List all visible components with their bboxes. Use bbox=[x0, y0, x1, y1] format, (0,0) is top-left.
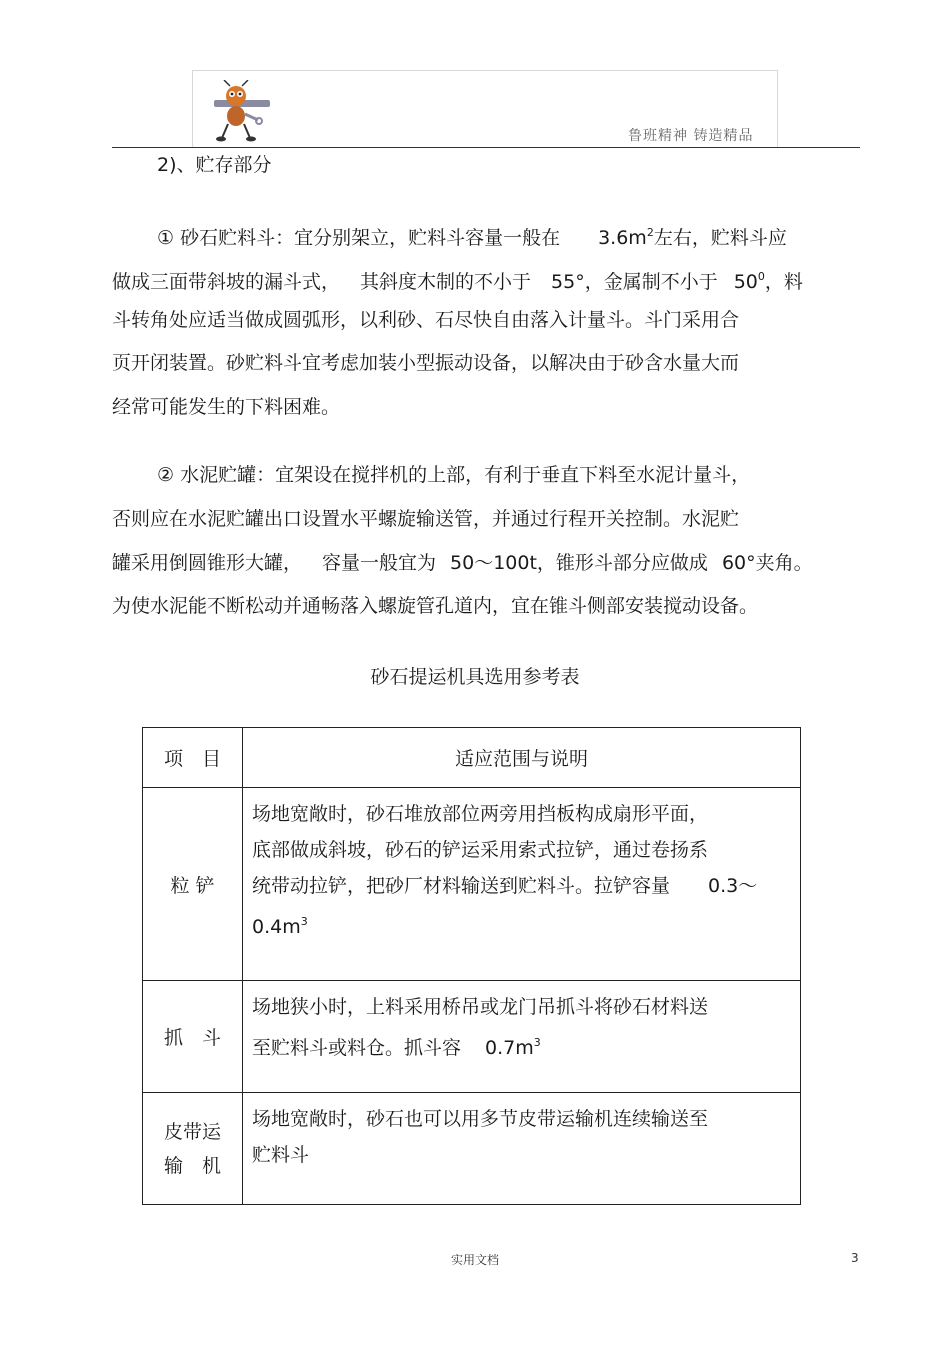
text-run: ① 砂石贮料斗：宜分别架立，贮料斗容量一般在 bbox=[157, 227, 561, 249]
para2-line4: 为使水泥能不断松动并通畅落入螺旋管孔道内，宜在锥斗侧部安装搅动设备。 bbox=[112, 595, 759, 617]
cell-item bbox=[143, 1093, 243, 1205]
equipment-table bbox=[142, 727, 801, 1205]
ant-mascot-logo bbox=[212, 80, 272, 142]
text-run: ，料 bbox=[764, 271, 803, 293]
para2-line1: ② 水泥贮罐：宜架设在搅拌机的上部，有利于垂直下料至水泥计量斗， bbox=[157, 464, 751, 486]
superscript: 0 bbox=[757, 270, 765, 283]
para1-line4: 页开闭装置。砂贮料斗宜考虑加装小型振动设备，以解决由于砂含水量大而 bbox=[112, 352, 740, 374]
cell-description bbox=[243, 981, 801, 1093]
text-line: 场地宽敞时，砂石堆放部位两旁用挡板构成扇形平面， bbox=[252, 803, 709, 825]
table-row bbox=[143, 981, 801, 1093]
text-run: 罐采用倒圆锥形大罐， bbox=[112, 552, 303, 574]
para1-line2 bbox=[112, 266, 803, 293]
text-run: 50 bbox=[733, 271, 758, 293]
cell-description bbox=[243, 788, 801, 981]
text-run: 其斜度木制的不小于 bbox=[360, 271, 532, 293]
superscript: 3 bbox=[533, 1036, 541, 1049]
text-run: 至贮料斗或料仓。抓斗容 bbox=[252, 1037, 462, 1059]
text-line bbox=[252, 904, 800, 945]
text-line: 底部做成斜坡，砂石的铲运采用索式拉铲，通过卷扬系 bbox=[252, 839, 709, 861]
text-line: 场地狭小时，上料采用桥吊或龙门吊抓斗将砂石材料送 bbox=[252, 996, 709, 1018]
text-run: 3.6m bbox=[598, 227, 647, 249]
section-title: 2)、贮存部分 bbox=[157, 154, 272, 176]
cell-item: 粒 铲 bbox=[143, 788, 243, 981]
text-run: 做成三面带斜坡的漏斗式， bbox=[112, 271, 341, 293]
text-run: 55°，金属制不小于 bbox=[551, 271, 718, 293]
text-run: 0.4m bbox=[252, 916, 301, 938]
text-run: 左右，贮料斗应 bbox=[653, 227, 787, 249]
text-run: 0.3～ bbox=[708, 875, 758, 897]
para1-line5: 经常可能发生的下料困难。 bbox=[112, 396, 341, 418]
header-brand-text: 鲁班精神 铸造精品 bbox=[628, 128, 754, 144]
para2-line3 bbox=[112, 553, 813, 574]
table-row bbox=[143, 1093, 801, 1205]
text-run: 60°夹角。 bbox=[721, 552, 813, 574]
text-line: 皮带运 bbox=[163, 1120, 221, 1143]
text-line: 输 机 bbox=[163, 1154, 221, 1177]
table-caption: 砂石提运机具选用参考表 bbox=[370, 666, 580, 688]
text-run: 0.7m bbox=[485, 1037, 534, 1059]
text-line: 贮料斗 bbox=[252, 1144, 310, 1166]
text-line bbox=[252, 868, 800, 904]
text-line: 场地宽敞时，砂石也可以用多节皮带运输机连续输送至 bbox=[252, 1108, 709, 1130]
text-run: 50～100t，锥形斗部分应做成 bbox=[450, 552, 708, 574]
text-run: 容量一般宜为 bbox=[322, 552, 437, 574]
superscript: 3 bbox=[300, 915, 308, 928]
para2-line2: 否则应在水泥贮罐出口设置水平螺旋输送管，并通过行程开关控制。水泥贮 bbox=[112, 508, 740, 530]
text-line bbox=[252, 1025, 800, 1066]
para1-line1 bbox=[157, 222, 787, 249]
footer-label: 实用文档 bbox=[450, 1253, 499, 1267]
para1-line3: 斗转角处应适当做成圆弧形，以利砂、石尽快自由落入计量斗。斗门采用合 bbox=[112, 309, 740, 331]
table-row bbox=[143, 788, 801, 981]
cell-description bbox=[243, 1093, 801, 1205]
table-header-row bbox=[143, 728, 801, 788]
page-number: 3 bbox=[851, 1251, 859, 1265]
text-run: 统带动拉铲，把砂厂材料输送到贮料斗。拉铲容量 bbox=[252, 875, 671, 897]
header-cell-item: 项 目 bbox=[143, 728, 243, 788]
cell-item: 抓 斗 bbox=[143, 981, 243, 1093]
header-cell-description: 适应范围与说明 bbox=[243, 728, 801, 788]
header-divider bbox=[112, 147, 860, 148]
superscript: 2 bbox=[646, 226, 654, 239]
